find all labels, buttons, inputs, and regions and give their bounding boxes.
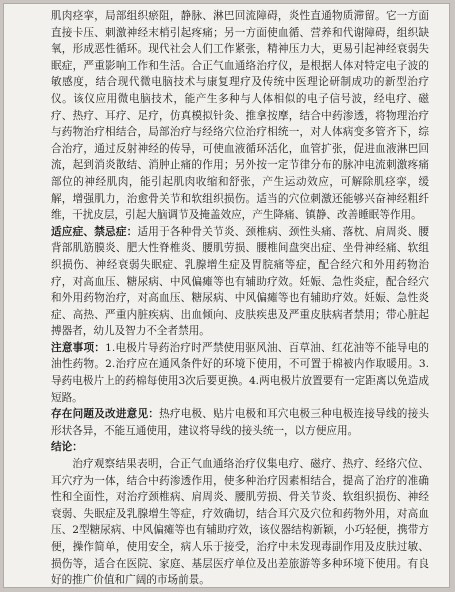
conclusion-heading: 结论： (51, 441, 83, 454)
document-page (3, 3, 450, 588)
paragraph-mechanism-text: 肌肉痉挛，局部组织瘀阻，静脉、淋巴回流障碍，炎性直通物质滞留。它一方面直接卡压、刺激神经末梢引起疼痛；另一方面使血循、营养和代谢障碍，组织缺氧，形成恶性循环。现代社会人们工作紧张，精神压力大，更易引起神经衰弱失眠症，严重影响工作和生活。合正气血通络治疗仪，是根据人体对特定电子波的敏感度，结合现代微电脑技术与康复理疗及传统中医理论研制成功的新型治疗仪。该仪应用微电脑技术，能产生多种与人体相似的电子信号波，经电疗、磁疗、热疗、耳疗、足疗，仿真模拟针灸、推拿按摩，结合中药渗透，将物理治疗与药物治疗相结合，局部治疗与经络穴位治疗相统一，对人体病变多管齐下，综合治疗，通过反射神经的传导，可使血液循环活化，血管扩张，促进血液淋巴回流，起到消炎散结、消肿止痛的作用；另外按一定节律分布的脉冲电流刺激疼痛部位的神经肌肉，能引起肌肉收缩和舒张，产生运动效应，可解除肌痉挛，缓解，增强肌力，治愈骨关节和软组织损伤。适当的穴位刺激还能够兴奋神经粗纤维，干扰皮层，引起大脑调节及掩盖效应，产生降痛、镇静、改善睡眠等作用。 (51, 10, 429, 222)
indications-text: 适用于各种骨关节炎、颈椎病、颈性头痛、落枕、肩周炎、腰背部肌筋膜炎、肥大性脊椎炎、腰肌劳损、腰椎间盘突出症、坐骨神经痛、软组织损伤、神经衰弱失眠症、乳腺增生症及胃脘痛等症，配合经穴和外用药物治疗，对高血压、糖尿病、中风偏瘫等也有辅助疗效。妊娠、急性炎症，配合经穴和外用药物治疗，对高血压、糖尿病、中风偏瘫等也有辅助疗效。妊娠、急性炎症、高热、严重内脏疾病、出血倾向、皮肤疾患及严重皮肤病者禁用；带心脏起搏器者，幼儿及智力不全者禁用。 (51, 225, 430, 338)
issues-heading: 存在问题及改进意见： (51, 408, 160, 421)
indications-heading: 适应症、禁忌症： (51, 225, 138, 238)
conclusion-text: 治疗观察结果表明，合正气血通络治疗仪集电疗、磁疗、热疗、经络穴位、耳穴疗为一体，结合中药渗透作用，使多种治疗因素相结合，提高了治疗的准确性和全面性，对治疗颈椎病、肩周炎、腰肌劳损、骨关节炎、软组织损伤、神经衰弱、失眠症及乳腺增生等症，疗效确切，结合耳穴及穴位和药物外用，对高血压、2型糖尿病、中风偏瘫等也有辅助疗效，该仪器结构新颖，小巧轻便，携带方便，操作简单，使用安全，病人乐于接受，治疗中未发现毒副作用及皮肤过敏、损伤等，适合在医院、家庭、基层医疗单位及出差旅游等多种环境下使用。有良好的推广价值和广阔的市场前景。 (51, 458, 429, 587)
paragraph-indications (51, 224, 429, 340)
paragraph-conclusion (51, 456, 429, 588)
paragraph-mechanism (51, 8, 429, 224)
precautions-text: 1.电极片导药治疗时严禁使用驱风油、百草油、红花油等不能导电的油性药物。2.治疗应在通风条件好的环境下使用，不可置于棉被内作取暖用。3.导药电极片上的药棉每使用3次后要更换。4.两电极片放置要有一定距离以免造成短路。 (51, 341, 430, 404)
paragraph-precautions (51, 340, 429, 406)
precautions-heading: 注意事项： (51, 341, 106, 354)
issues-text: 热疗电极、贴片电极和耳穴电极三种电极连接导线的接头形状各异，不能互通使用，建议将导线的接头统一，以方便应用。 (51, 408, 429, 437)
paragraph-issues (51, 406, 429, 439)
